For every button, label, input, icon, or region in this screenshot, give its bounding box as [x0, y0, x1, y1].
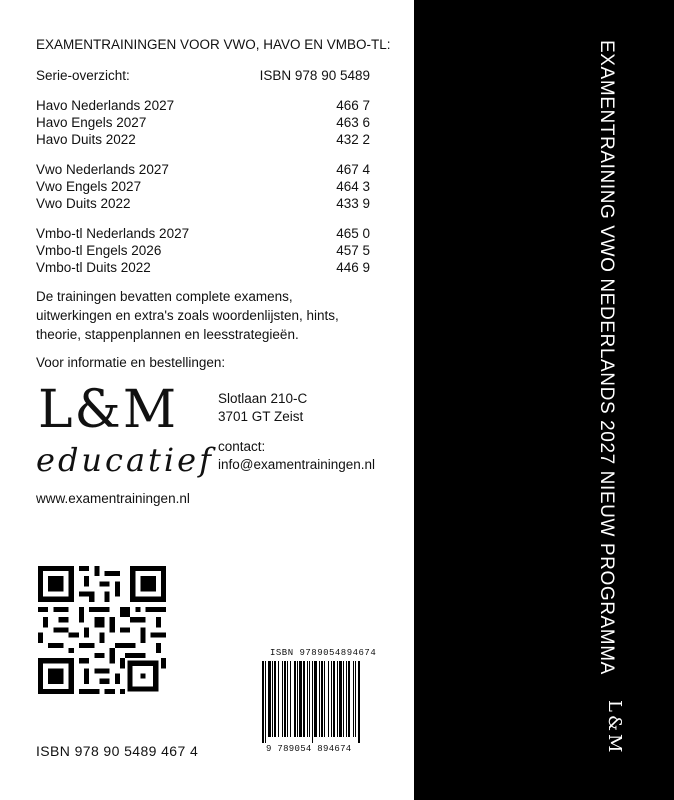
barcode-bar	[331, 661, 332, 737]
barcode-bar	[343, 661, 344, 737]
barcode-bar	[314, 661, 317, 737]
barcode-icon	[262, 661, 388, 743]
title-code: 446 9	[336, 260, 370, 275]
barcode-bar	[265, 661, 266, 743]
address-street: Slotlaan 210-C	[218, 391, 308, 406]
info-label: Voor informatie en bestellingen:	[36, 355, 226, 370]
barcode-bar	[337, 661, 338, 737]
barcode-bar	[272, 661, 273, 737]
barcode-bar	[328, 661, 329, 737]
barcode-bar	[297, 661, 298, 737]
title-code: 465 0	[336, 226, 370, 241]
title-code: 466 7	[336, 98, 370, 113]
title-code: 463 6	[336, 115, 370, 130]
title-code: 457 5	[336, 243, 370, 258]
contact-email[interactable]: info@examentrainingen.nl	[218, 457, 376, 472]
title-name: Vwo Nederlands 2027	[36, 162, 169, 177]
title-name: Havo Duits 2022	[36, 132, 136, 147]
publisher-logo-text: educatief	[36, 441, 214, 479]
barcode-bar	[312, 661, 313, 743]
barcode-bar	[339, 661, 342, 737]
description-line: uitwerkingen en extra's zoals woordenlijsten, hints,	[36, 308, 339, 323]
description	[36, 287, 376, 344]
barcode-bar	[278, 661, 279, 737]
title-code: 464 3	[336, 179, 370, 194]
barcode-bar	[282, 661, 283, 737]
barcode-bar	[348, 661, 350, 737]
barcode-bar	[274, 661, 276, 737]
qr-code-icon	[38, 566, 166, 694]
title-name: Vmbo-tl Nederlands 2027	[36, 226, 190, 241]
title-name: Vwo Duits 2022	[36, 196, 131, 211]
heading: EXAMENTRAININGEN VOOR VWO, HAVO EN VMBO-TL:	[36, 37, 391, 52]
title-name: Havo Nederlands 2027	[36, 98, 175, 113]
title-code: 433 9	[336, 196, 370, 211]
barcode-bar	[321, 661, 323, 737]
address-city: 3701 GT Zeist	[218, 409, 304, 424]
barcode-bar	[299, 661, 302, 737]
spine-logo: L&M	[604, 700, 625, 756]
barcode-bar	[355, 661, 356, 737]
barcode-bar	[307, 661, 308, 737]
title-code: 432 2	[336, 132, 370, 147]
spine	[414, 0, 674, 800]
publisher-logo-mark: L&M	[38, 380, 179, 440]
title-name: Vwo Engels 2027	[36, 179, 142, 194]
barcode-bar	[353, 661, 354, 737]
barcode-bar	[268, 661, 271, 737]
barcode-isbn-text: ISBN 9789054894674	[270, 648, 377, 658]
barcode-bar	[319, 661, 320, 737]
website-link[interactable]: www.examentrainingen.nl	[36, 491, 190, 506]
title-name: Vmbo-tl Duits 2022	[36, 260, 151, 275]
barcode-digits: 9 789054 894674	[266, 744, 352, 754]
contact-label: contact:	[218, 439, 266, 454]
barcode-bar	[290, 661, 291, 737]
title-code: 467 4	[336, 162, 370, 177]
isbn-full: ISBN 978 90 5489 467 4	[36, 743, 199, 759]
series-label: Serie-overzicht:	[36, 68, 130, 83]
barcode-bar	[333, 661, 335, 737]
barcode-bar	[324, 661, 325, 737]
barcode-bar	[303, 661, 305, 737]
barcode-bar	[287, 661, 288, 737]
series-isbn-prefix: ISBN 978 90 5489	[259, 68, 370, 83]
description-line: De trainingen bevatten complete examens,	[36, 289, 293, 304]
barcode-bar	[309, 661, 310, 737]
barcode-bar	[294, 661, 296, 737]
title-name: Havo Engels 2027	[36, 115, 147, 130]
description-line: theorie, stappenplannen en leesstrategieën.	[36, 327, 299, 342]
barcode-bar	[284, 661, 286, 737]
barcode-bar	[358, 661, 360, 743]
barcode-bar	[346, 661, 347, 737]
title-name: Vmbo-tl Engels 2026	[36, 243, 162, 258]
barcode-bar	[262, 661, 264, 743]
spine-title: EXAMENTRAINING VWO NEDERLANDS 2027 NIEUW PROGRAMMA	[596, 40, 617, 675]
